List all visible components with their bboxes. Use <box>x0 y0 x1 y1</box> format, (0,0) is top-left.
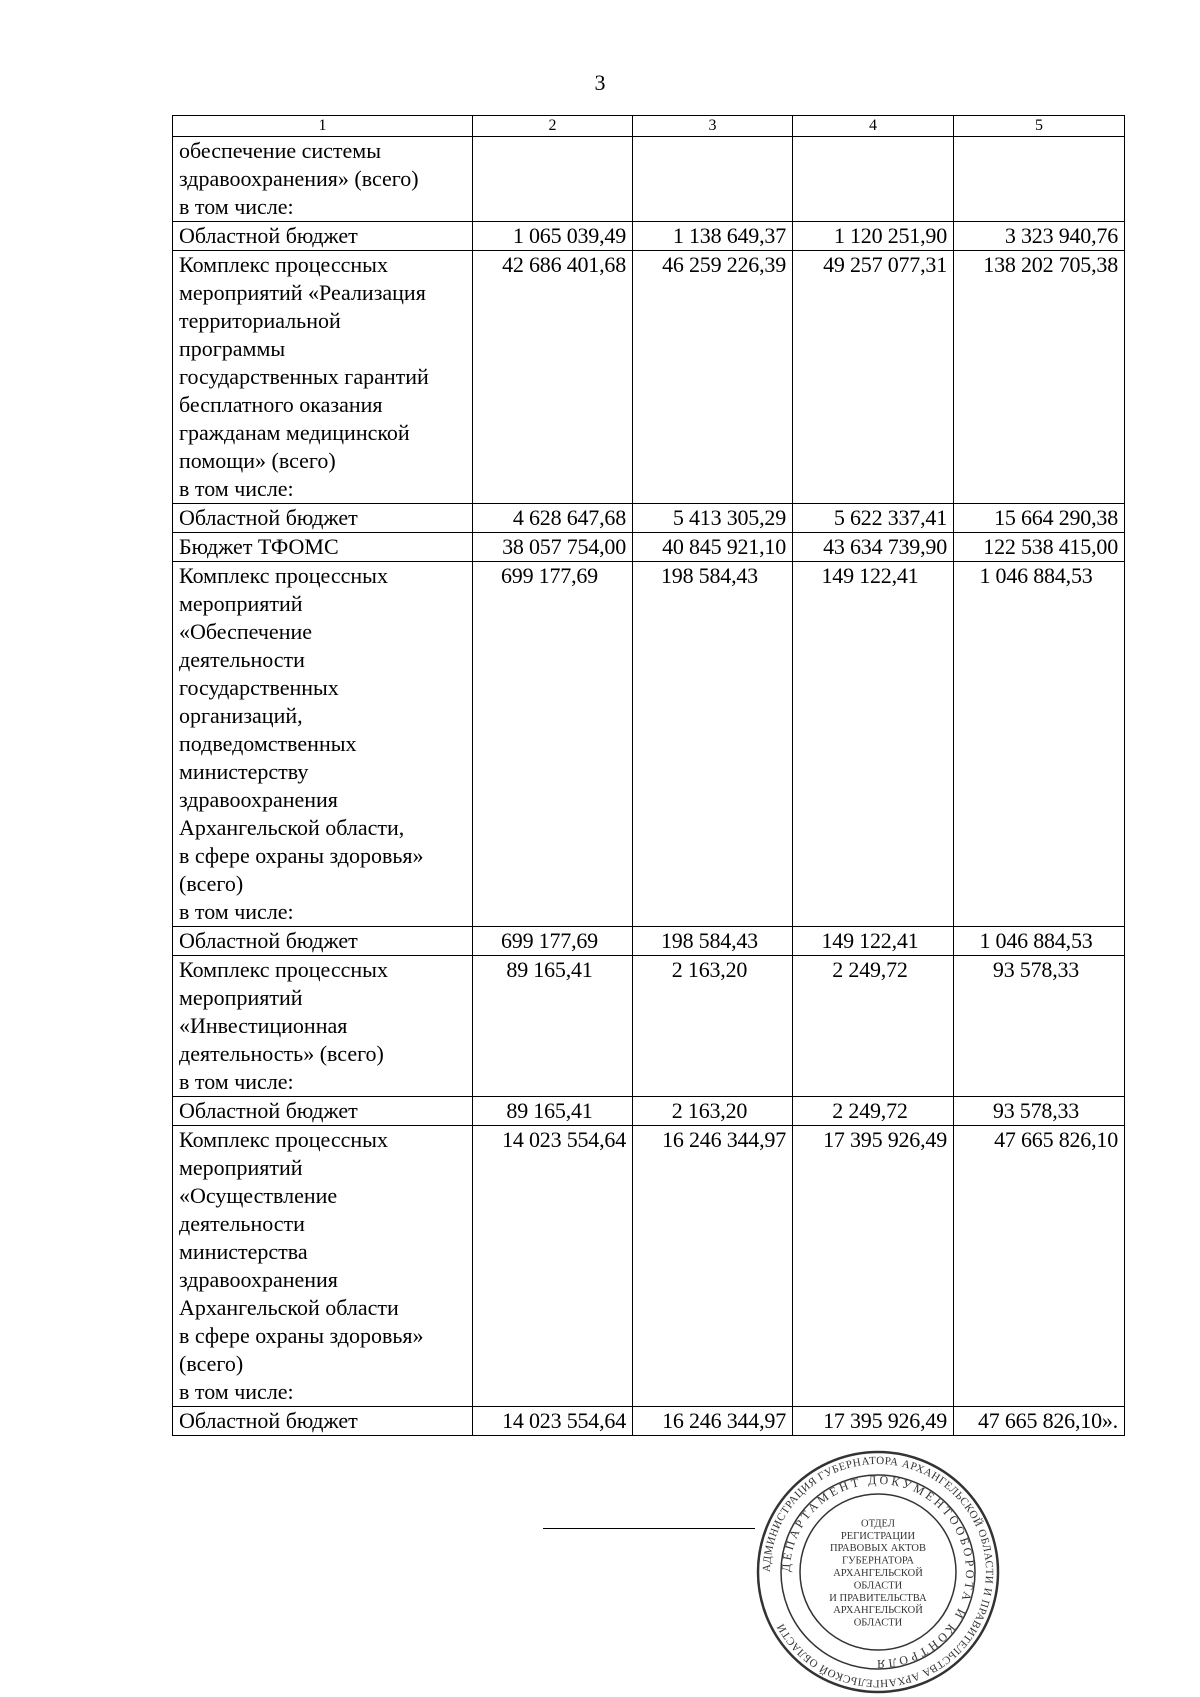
row-label-line: Областной бюджет <box>179 1098 358 1123</box>
value-cell-col5: 1 046 884,53 <box>954 562 1125 927</box>
row-label-line: здравоохранения <box>179 1267 338 1292</box>
row-label-line: гражданам медицинской <box>179 420 410 445</box>
stamp-outer-text: АДМИНИСТРАЦИЯ ГУБЕРНАТОРА АРХАНГЕЛЬСКОЙ ОБЛАСТИ И ПРАВИТЕЛЬСТВА АРХАНГЕЛЬСКОЙ ОБЛАСТИ <box>760 1454 996 1690</box>
value-cell-col4: 43 634 739,90 <box>793 533 954 562</box>
stamp-center-line: И ПРАВИТЕЛЬСТВА <box>829 1592 927 1604</box>
row-label-line: (всего) <box>179 871 244 896</box>
row-label <box>173 222 473 251</box>
row-label-line: программы <box>179 336 286 361</box>
row-label-line: мероприятий <box>179 1155 303 1180</box>
value-cell-col2: 38 057 754,00 <box>473 533 633 562</box>
row-label <box>173 956 473 1097</box>
value-cell-col3: 16 246 344,97 <box>633 1126 793 1407</box>
page-number: 3 <box>594 70 606 95</box>
row-label-line: «Обеспечение <box>179 619 312 644</box>
stamp-center-line: АРХАНГЕЛЬСКОЙ <box>833 1568 923 1579</box>
value-cell-col3 <box>633 137 793 222</box>
row-label-line: Областной бюджет <box>179 505 358 530</box>
value-cell-col4: 17 395 926,49 <box>793 1407 954 1436</box>
value-cell-col2: 42 686 401,68 <box>473 251 633 504</box>
stamp-center-line: РЕГИСТРАЦИИ <box>840 1530 916 1542</box>
table-row <box>173 137 1125 222</box>
table-row <box>173 251 1125 504</box>
row-label-line: (всего) <box>179 1351 244 1376</box>
row-label-line: территориальной <box>179 308 341 333</box>
row-label-line: деятельности <box>179 647 305 672</box>
registration-stamp <box>754 1448 1002 1696</box>
value-cell-col3: 46 259 226,39 <box>633 251 793 504</box>
row-label-line: министерства <box>179 1239 308 1264</box>
value-cell-col2: 89 165,41 <box>473 1097 633 1126</box>
table-row <box>173 927 1125 956</box>
value-cell-col2: 4 628 647,68 <box>473 504 633 533</box>
row-label <box>173 533 473 562</box>
table-row <box>173 956 1125 1097</box>
table-row <box>173 504 1125 533</box>
value-cell-col2: 14 023 554,64 <box>473 1407 633 1436</box>
row-label-line: Областной бюджет <box>179 223 358 248</box>
row-label <box>173 1126 473 1407</box>
row-label-line: государственных гарантий <box>179 364 429 389</box>
row-label-line: мероприятий <box>179 985 303 1010</box>
row-label-line: мероприятий «Реализация <box>179 280 426 305</box>
row-label-line: в том числе: <box>179 1069 294 1094</box>
row-label-line: в сфере охраны здоровья» <box>179 1323 424 1348</box>
value-cell-col4: 49 257 077,31 <box>793 251 954 504</box>
table-row <box>173 562 1125 927</box>
row-label-line: Областной бюджет <box>179 1408 358 1433</box>
table-row <box>173 1126 1125 1407</box>
value-cell-col5: 15 664 290,38 <box>954 504 1125 533</box>
value-cell-col4: 1 120 251,90 <box>793 222 954 251</box>
value-cell-col5: 93 578,33 <box>954 956 1125 1097</box>
stamp-center-line: ОБЛАСТИ <box>853 1580 903 1592</box>
row-label-line: в том числе: <box>179 476 294 501</box>
row-label <box>173 137 473 222</box>
row-label-line: министерству <box>179 759 309 784</box>
value-cell-col3: 16 246 344,97 <box>633 1407 793 1436</box>
row-label-line: в том числе: <box>179 899 294 924</box>
value-cell-col5: 47 665 826,10». <box>954 1407 1125 1436</box>
row-label-line: организаций, <box>179 703 303 728</box>
row-label-line: Бюджет ТФОМС <box>179 534 339 559</box>
value-cell-col5: 1 046 884,53 <box>954 927 1125 956</box>
value-cell-col3: 198 584,43 <box>633 927 793 956</box>
row-label-line: Архангельской области <box>179 1295 399 1320</box>
row-label-line: Комплекс процессных <box>179 563 388 588</box>
column-header: 3 <box>633 116 793 137</box>
value-cell-col3: 1 138 649,37 <box>633 222 793 251</box>
row-label-line: здравоохранения» (всего) <box>179 166 419 191</box>
value-cell-col2: 1 065 039,49 <box>473 222 633 251</box>
value-cell-col4: 5 622 337,41 <box>793 504 954 533</box>
value-cell-col4: 2 249,72 <box>793 1097 954 1126</box>
header-row <box>173 116 1125 137</box>
value-cell-col4: 17 395 926,49 <box>793 1126 954 1407</box>
value-cell-col5 <box>954 137 1125 222</box>
row-label-line: «Инвестиционная <box>179 1013 348 1038</box>
signature-line <box>543 1528 755 1529</box>
value-cell-col3: 5 413 305,29 <box>633 504 793 533</box>
value-cell-col4: 149 122,41 <box>793 927 954 956</box>
table-row <box>173 1407 1125 1436</box>
value-cell-col4: 2 249,72 <box>793 956 954 1097</box>
value-cell-col5: 47 665 826,10 <box>954 1126 1125 1407</box>
budget-table <box>172 115 1125 1436</box>
row-label-line: бесплатного оказания <box>179 392 383 417</box>
row-label-line: Комплекс процессных <box>179 957 388 982</box>
value-cell-col3: 2 163,20 <box>633 1097 793 1126</box>
table-row <box>173 533 1125 562</box>
row-label-line: Архангельской области, <box>179 815 405 840</box>
row-label <box>173 927 473 956</box>
column-header: 5 <box>954 116 1125 137</box>
stamp-ring-text: ДЕПАРТАМЕНТ ДОКУМЕНТООБОРОТА И КОНТРОЛЯ <box>778 1472 978 1672</box>
row-label-line: подведомственных <box>179 731 357 756</box>
row-label-line: в том числе: <box>179 1379 294 1404</box>
row-label-line: Областной бюджет <box>179 928 358 953</box>
value-cell-col3: 40 845 921,10 <box>633 533 793 562</box>
value-cell-col5: 122 538 415,00 <box>954 533 1125 562</box>
row-label-line: деятельность» (всего) <box>179 1041 384 1066</box>
row-label <box>173 562 473 927</box>
column-header: 4 <box>793 116 954 137</box>
stamp-center-line: АРХАНГЕЛЬСКОЙ <box>833 1605 923 1617</box>
row-label-line: здравоохранения <box>179 787 338 812</box>
row-label-line: в сфере охраны здоровья» <box>179 843 424 868</box>
row-label <box>173 1097 473 1126</box>
row-label-line: мероприятий <box>179 591 303 616</box>
value-cell-col4: 149 122,41 <box>793 562 954 927</box>
row-label-line: «Осуществление <box>179 1183 338 1208</box>
row-label-line: Комплекс процессных <box>179 1127 388 1152</box>
value-cell-col2: 699 177,69 <box>473 562 633 927</box>
table-row <box>173 1097 1125 1126</box>
value-cell-col5: 3 323 940,76 <box>954 222 1125 251</box>
value-cell-col2: 14 023 554,64 <box>473 1126 633 1407</box>
value-cell-col4 <box>793 137 954 222</box>
stamp-center-line: ОБЛАСТИ <box>853 1617 903 1629</box>
value-cell-col2: 699 177,69 <box>473 927 633 956</box>
stamp-center-line: ГУБЕРНАТОРА <box>842 1555 914 1567</box>
value-cell-col3: 2 163,20 <box>633 956 793 1097</box>
column-header: 2 <box>473 116 633 137</box>
value-cell-col5: 138 202 705,38 <box>954 251 1125 504</box>
row-label-line: государственных <box>179 675 339 700</box>
row-label <box>173 1407 473 1436</box>
row-label <box>173 251 473 504</box>
value-cell-col2 <box>473 137 633 222</box>
row-label-line: в том числе: <box>179 194 294 219</box>
row-label-line: помощи» (всего) <box>179 448 336 473</box>
value-cell-col2: 89 165,41 <box>473 956 633 1097</box>
column-header: 1 <box>173 116 473 137</box>
row-label-line: Комплекс процессных <box>179 252 388 277</box>
stamp-center-line: ПРАВОВЫХ АКТОВ <box>829 1543 927 1555</box>
table-row <box>173 222 1125 251</box>
value-cell-col3: 198 584,43 <box>633 562 793 927</box>
stamp-center-line: ОТДЕЛ <box>861 1518 895 1530</box>
row-label-line: обеспечение системы <box>179 138 381 163</box>
row-label <box>173 504 473 533</box>
value-cell-col5: 93 578,33 <box>954 1097 1125 1126</box>
row-label-line: деятельности <box>179 1211 305 1236</box>
